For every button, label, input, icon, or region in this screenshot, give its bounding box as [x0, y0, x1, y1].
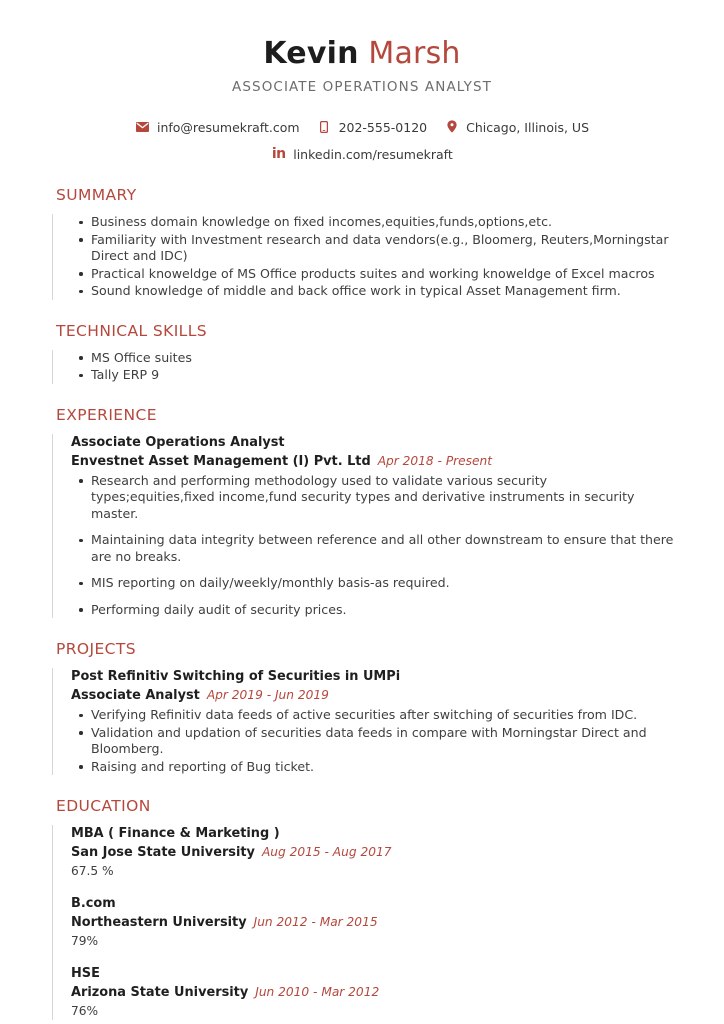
contact-email[interactable] — [135, 116, 300, 137]
projects-heading: PROJECTS — [56, 640, 137, 658]
education-school: Arizona State University — [71, 985, 249, 1000]
list-item: Sound knowledge of middle and back office work in typical Asset Management firm. — [91, 283, 674, 300]
section-education — [50, 797, 674, 1020]
list-item: Performing daily audit of security prices. — [91, 602, 674, 619]
experience-date: Apr 2018 - Present — [377, 453, 493, 468]
section-technical-skills — [50, 322, 674, 384]
education-entry — [53, 895, 674, 950]
list-item: Verifying Refinitiv data feeds of active securities after switching of securities from IDC. — [91, 707, 674, 724]
summary-body — [52, 214, 674, 300]
contact-linkedin[interactable] — [271, 143, 453, 164]
resume-header — [50, 0, 674, 95]
project-date: Apr 2019 - Jun 2019 — [206, 688, 329, 702]
education-entry — [53, 825, 674, 880]
mobile-phone-icon — [317, 121, 332, 133]
education-degree: MBA ( Finance & Marketing ) — [71, 826, 280, 841]
contact-location — [444, 116, 589, 137]
linkedin-icon: in — [271, 146, 286, 162]
experience-entry — [53, 434, 674, 619]
education-score: 76% — [71, 1004, 99, 1018]
education-school-line — [71, 983, 674, 1002]
education-score: 67.5 % — [71, 864, 114, 878]
list-item: Research and performing methodology used to validate various security types;equities,fixed income,fund security types and derivative instruments in security master. — [91, 473, 674, 523]
list-item: Business domain knowledge on fixed incomes,equities,funds,options,etc. — [91, 214, 674, 231]
experience-company: Envestnet Asset Management (I) Pvt. Ltd — [71, 453, 371, 469]
education-date: Aug 2015 - Aug 2017 — [261, 845, 392, 859]
list-item: Raising and reporting of Bug ticket. — [91, 759, 674, 776]
experience-heading: EXPERIENCE — [56, 405, 157, 424]
project-role: Associate Analyst — [71, 688, 200, 703]
education-school: San Jose State University — [71, 845, 255, 860]
summary-heading: SUMMARY — [56, 186, 137, 204]
experience-company-line — [71, 452, 674, 471]
project-bullet-list — [71, 707, 674, 775]
list-item: Validation and updation of securities data feeds in compare with Morningstar Direct and Bloomberg. — [91, 725, 674, 758]
education-degree: B.com — [71, 896, 116, 911]
project-role-line — [71, 686, 674, 705]
section-projects — [50, 640, 674, 775]
email-text: info@resumekraft.com — [156, 119, 300, 135]
map-pin-icon — [444, 120, 459, 133]
project-name: Post Refinitiv Switching of Securities in UMPi — [71, 669, 401, 684]
education-score: 79% — [71, 934, 99, 948]
technical-skills-body — [52, 350, 674, 384]
contact-block — [50, 116, 674, 164]
education-date: Jun 2012 - Mar 2015 — [253, 915, 378, 929]
location-text: Chicago, Illinois, US — [466, 119, 590, 135]
contact-row-secondary — [50, 143, 674, 164]
education-school-line — [71, 843, 674, 862]
experience-bullet-list — [71, 473, 674, 619]
candidate-name — [50, 36, 674, 72]
section-summary — [50, 186, 674, 300]
education-body — [52, 825, 674, 1020]
technical-skills-heading: TECHNICAL SKILLS — [56, 321, 207, 340]
contact-row-primary — [50, 116, 674, 137]
technical-skills-bullet-list — [53, 350, 674, 384]
education-heading: EDUCATION — [56, 797, 151, 815]
list-item: Practical knoweldge of MS Office products suites and working knoweldge of Excel macros — [91, 266, 674, 283]
linkedin-text: linkedin.com/resumekraft — [293, 146, 453, 162]
summary-bullet-list — [53, 214, 674, 300]
envelope-icon — [135, 122, 150, 132]
section-experience — [50, 406, 674, 619]
list-item: Maintaining data integrity between reference and all other downstream to ensure that there are no breaks. — [91, 532, 674, 564]
education-school: Northeastern University — [71, 915, 247, 930]
education-entry — [53, 965, 674, 1020]
last-name: Marsh — [368, 36, 461, 71]
education-date: Jun 2010 - Mar 2012 — [255, 985, 380, 999]
list-item: Familiarity with Investment research and data vendors(e.g., Bloomerg, Reuters,Morningstar Direct and IDC) — [91, 232, 674, 265]
projects-body — [52, 668, 674, 775]
list-item: Tally ERP 9 — [91, 367, 674, 384]
phone-text: 202-555-0120 — [338, 119, 428, 135]
contact-phone[interactable] — [317, 116, 428, 137]
first-name: Kevin — [263, 36, 359, 71]
project-entry — [53, 668, 674, 775]
experience-body — [52, 434, 674, 619]
experience-role: Associate Operations Analyst — [71, 434, 285, 450]
list-item: MS Office suites — [91, 350, 674, 367]
list-item: MIS reporting on daily/weekly/monthly basis-as required. — [91, 575, 674, 592]
candidate-job-title: ASSOCIATE OPERATIONS ANALYST — [232, 79, 492, 95]
education-degree: HSE — [71, 966, 100, 981]
education-school-line — [71, 913, 674, 932]
